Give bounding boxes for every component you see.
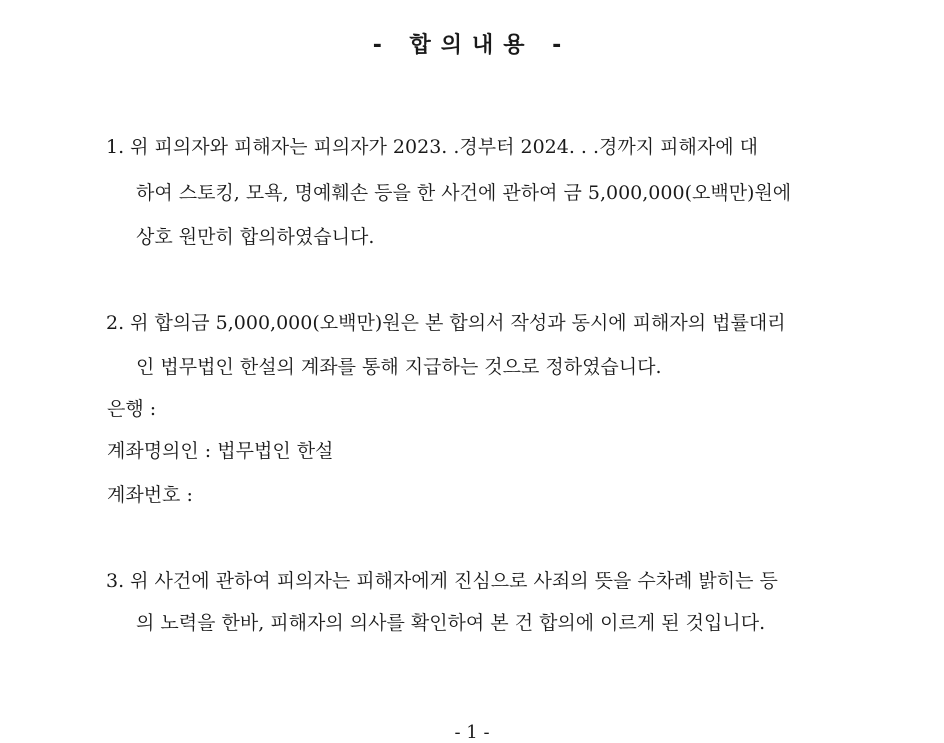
document-title: - 합의내용 - [372, 33, 572, 58]
item-1-line-1: 1. 위 피의자와 피해자는 피의자가 2023. .경부터 2024. . .경까지 피해자에 대 [106, 136, 758, 158]
item-2-line-2: 인 법무법인 한설의 계좌를 통해 지급하는 것으로 정하였습니다. [136, 356, 662, 378]
account-number-field: 계좌번호 : [107, 484, 193, 506]
account-holder-field: 계좌명의인 : 법무법인 한설 [107, 440, 334, 462]
item-1-line-3: 상호 원만히 합의하였습니다. [136, 226, 375, 248]
bank-field: 은행 : [107, 398, 157, 420]
item-2-line-1: 2. 위 합의금 5,000,000(오백만)원은 본 합의서 작성과 동시에 피해자의 법률대리 [106, 312, 786, 334]
item-1-line-2: 하여 스토킹, 모욕, 명예훼손 등을 한 사건에 관하여 금 5,000,000(오백만)원에 [136, 182, 792, 204]
page-number: - 1 - [454, 722, 490, 743]
item-3-line-2: 의 노력을 한바, 피해자의 의사를 확인하여 본 건 합의에 이르게 된 것입니다. [136, 612, 766, 634]
item-3-line-1: 3. 위 사건에 관하여 피의자는 피해자에게 진심으로 사죄의 뜻을 수차례 밝히는 등 [106, 570, 778, 592]
